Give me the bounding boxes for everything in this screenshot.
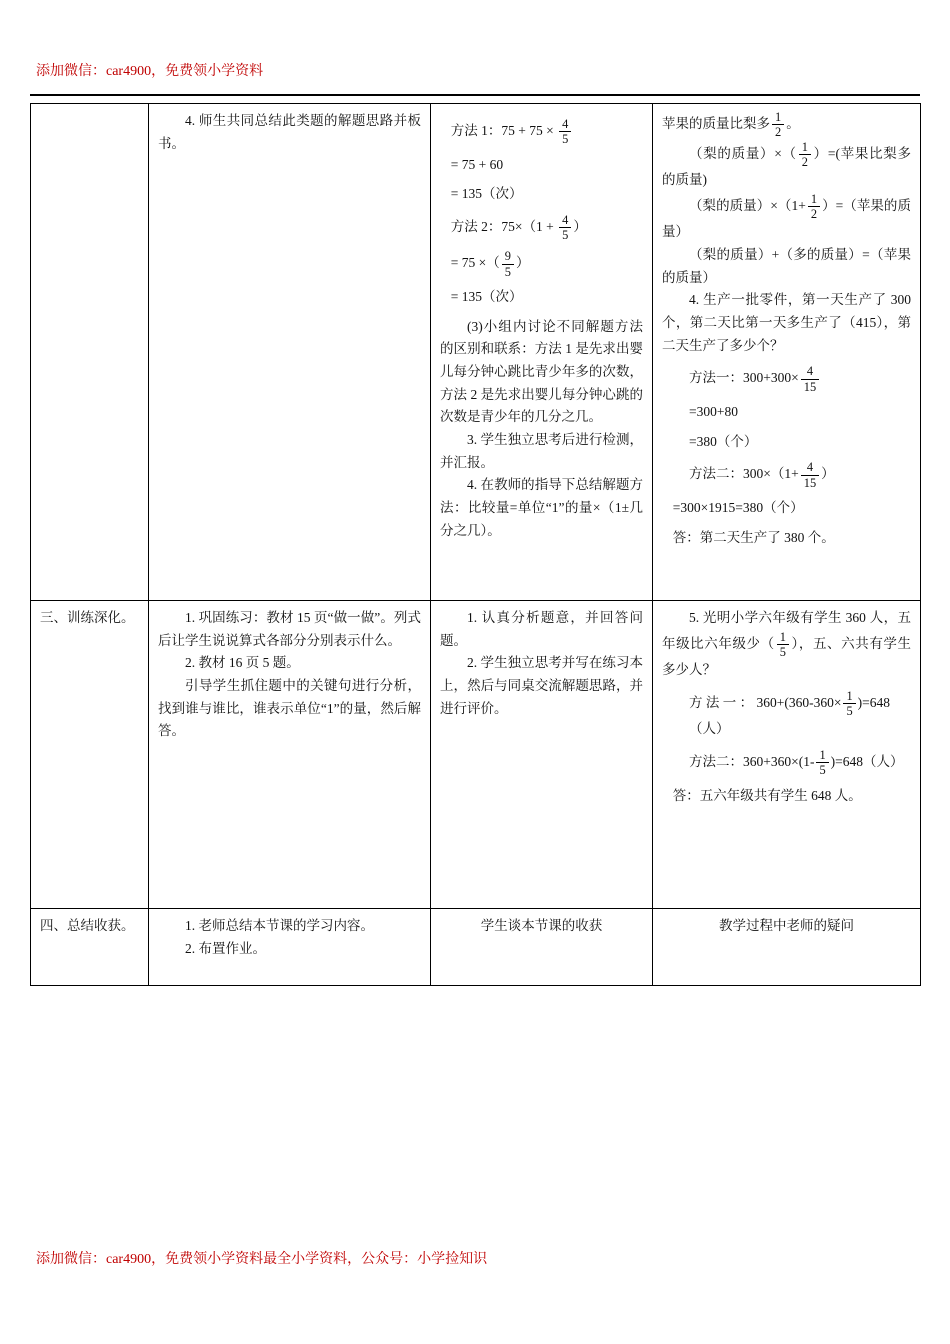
stage-cell: 三、训练深化。 bbox=[31, 601, 149, 909]
text-line: 学生谈本节课的收获 bbox=[480, 918, 603, 933]
fraction-numerator: 1 bbox=[843, 689, 855, 704]
text-line: 方 法 一 ： 360+(360-360× $\frac{1}{5}$ )=648（人） bbox=[689, 688, 891, 737]
teacher-activity-cell bbox=[149, 601, 431, 909]
header-note: 添加微信：car4900，免费领小学资料 bbox=[36, 64, 264, 79]
text-line: = 135（次） bbox=[450, 289, 523, 305]
fraction bbox=[799, 364, 821, 394]
student-work-cell bbox=[431, 909, 653, 986]
text-line: =300+80 bbox=[689, 403, 738, 419]
fraction-denominator: 5 bbox=[846, 704, 853, 719]
fraction-numerator: 1 bbox=[799, 140, 811, 155]
text-line: （梨的质量）×（1+ $\frac{1}{2}$ ）=（苹果的质量） bbox=[662, 191, 911, 240]
fraction-numerator: 1 bbox=[816, 748, 828, 763]
fraction-denominator: 5 bbox=[819, 763, 826, 778]
fraction-denominator: 5 bbox=[562, 132, 569, 147]
text-line: (3)小组内讨论不同解题方法的区别和联系：方法 1 是先求出婴儿每分钟心跳比青少年多的次数，方法 2 是先求出婴儿每分钟心跳的次数是青少年的几分之几。 bbox=[440, 318, 643, 425]
text-line: 2. 布置作业。 bbox=[185, 940, 266, 956]
text-line: 方法一：300+300× $\frac{4}{15}$ bbox=[689, 364, 911, 394]
fraction-denominator: 2 bbox=[775, 125, 782, 140]
text-line: 2. 教材 16 页 5 题。 bbox=[185, 655, 300, 671]
fraction-denominator: 15 bbox=[803, 475, 817, 490]
fraction-numerator: 1 bbox=[808, 192, 820, 207]
fraction-denominator: 5 bbox=[779, 644, 786, 659]
teacher-activity-cell bbox=[149, 909, 431, 986]
text-line: = 75 ×（ $\frac{9}{5}$ ） bbox=[450, 249, 530, 279]
text-line: 方法二：300×（1+ $\frac{4}{15}$ ） bbox=[689, 460, 835, 490]
stage-cell bbox=[31, 104, 149, 601]
text-line: 方法二：360+360×(1- $\frac{1}{5}$ )=648（人） bbox=[689, 748, 904, 778]
fraction-denominator: 2 bbox=[801, 154, 808, 169]
text-line: 1. 认真分析题意，并回答问题。 bbox=[440, 610, 643, 648]
fraction bbox=[557, 117, 573, 147]
fraction-denominator: 5 bbox=[504, 264, 511, 279]
text-line: 1. 巩固练习：教材 15 页“做一做”。列式后让学生说说算式各部分分别表示什么。 bbox=[158, 610, 421, 648]
fraction-numerator: 9 bbox=[502, 249, 514, 264]
footer-note: 添加微信：car4900，免费领小学资料最全小学资料，公众号：小学捡知识 bbox=[36, 1252, 488, 1267]
fraction-denominator: 5 bbox=[562, 228, 569, 243]
fraction-numerator: 1 bbox=[772, 110, 784, 125]
text-line: （梨的质量）+（多的质量）=（苹果的质量） bbox=[662, 247, 911, 285]
fraction-denominator: 2 bbox=[810, 207, 818, 222]
fraction-numerator: 4 bbox=[801, 364, 819, 379]
student-work-cell bbox=[431, 601, 653, 909]
fraction-denominator: 15 bbox=[803, 379, 817, 394]
fraction bbox=[775, 630, 791, 660]
text-line: 4. 在教师的指导下总结解题方法：比较量=单位“1”的量×（1±几分之几）。 bbox=[440, 477, 643, 538]
text-line: 苹果的质量比梨多 $\frac{1}{2}$ 。 bbox=[662, 110, 800, 140]
text-line: 4. 师生共同总结此类题的解题思路并板书。 bbox=[158, 113, 421, 151]
fraction bbox=[500, 249, 516, 279]
exercise-notes-cell bbox=[653, 104, 921, 601]
text-line: =300×1915=380（个） bbox=[672, 499, 804, 515]
table-row bbox=[31, 104, 921, 601]
exercise-notes-cell bbox=[653, 601, 921, 909]
text-line: 方法 2：75×（1 + $\frac{4}{5}$ ） bbox=[450, 212, 587, 243]
text-line: =380（个） bbox=[689, 433, 758, 449]
fraction-numerator: 4 bbox=[559, 117, 571, 132]
fraction-numerator: 4 bbox=[559, 213, 571, 228]
text-line: 3. 学生独立思考后进行检测，并汇报。 bbox=[440, 432, 643, 470]
text-line: （梨的质量）×（ $\frac{1}{2}$ ）=(苹果比梨多的质量) bbox=[662, 139, 911, 188]
text-line: 方法 1：75 + 75 × $\frac{4}{5}$ bbox=[451, 117, 643, 147]
text-line: 4. 生产一批零件，第一天生产了 300 个，第二天比第一天多生产了（415），第二天生产了多少个？ bbox=[662, 292, 911, 353]
fraction bbox=[841, 689, 857, 719]
text-line: = 135（次） bbox=[450, 186, 523, 202]
text-line: 1. 老师总结本节课的学习内容。 bbox=[185, 918, 374, 933]
stage-cell: 四、总结收获。 bbox=[31, 909, 149, 986]
student-work-cell bbox=[431, 104, 653, 601]
lesson-plan-table bbox=[30, 103, 921, 986]
text-line: 引导学生抓住题中的关键句进行分析，找到谁与谁比，谁表示单位“1”的量，然后解答。 bbox=[158, 678, 421, 739]
table-row bbox=[31, 909, 921, 986]
text-line: 5. 光明小学六年级有学生 360 人，五年级比六年级少（ $\frac{1}{5}$ ），五、六共有学生多少人？ bbox=[662, 610, 912, 678]
text-line: = 75 + 60 bbox=[450, 156, 504, 172]
fraction bbox=[814, 748, 830, 778]
fraction bbox=[799, 460, 821, 490]
fraction bbox=[770, 110, 786, 140]
text-line: 教学过程中老师的疑问 bbox=[719, 918, 854, 933]
text-line: 答：第二天生产了 380 个。 bbox=[672, 529, 835, 545]
fraction bbox=[806, 192, 822, 222]
top-divider bbox=[30, 94, 920, 96]
fraction bbox=[557, 213, 573, 243]
fraction bbox=[797, 140, 813, 170]
fraction-numerator: 4 bbox=[801, 460, 819, 475]
text-line: 答：五六年级共有学生 648 人。 bbox=[672, 787, 862, 803]
exercise-notes-cell bbox=[653, 909, 921, 986]
text-line: 2. 学生独立思考并写在练习本上，然后与同桌交流解题思路，并进行评价。 bbox=[440, 655, 643, 716]
teacher-activity-cell bbox=[149, 104, 431, 601]
table-row bbox=[31, 601, 921, 909]
fraction-numerator: 1 bbox=[777, 630, 789, 645]
